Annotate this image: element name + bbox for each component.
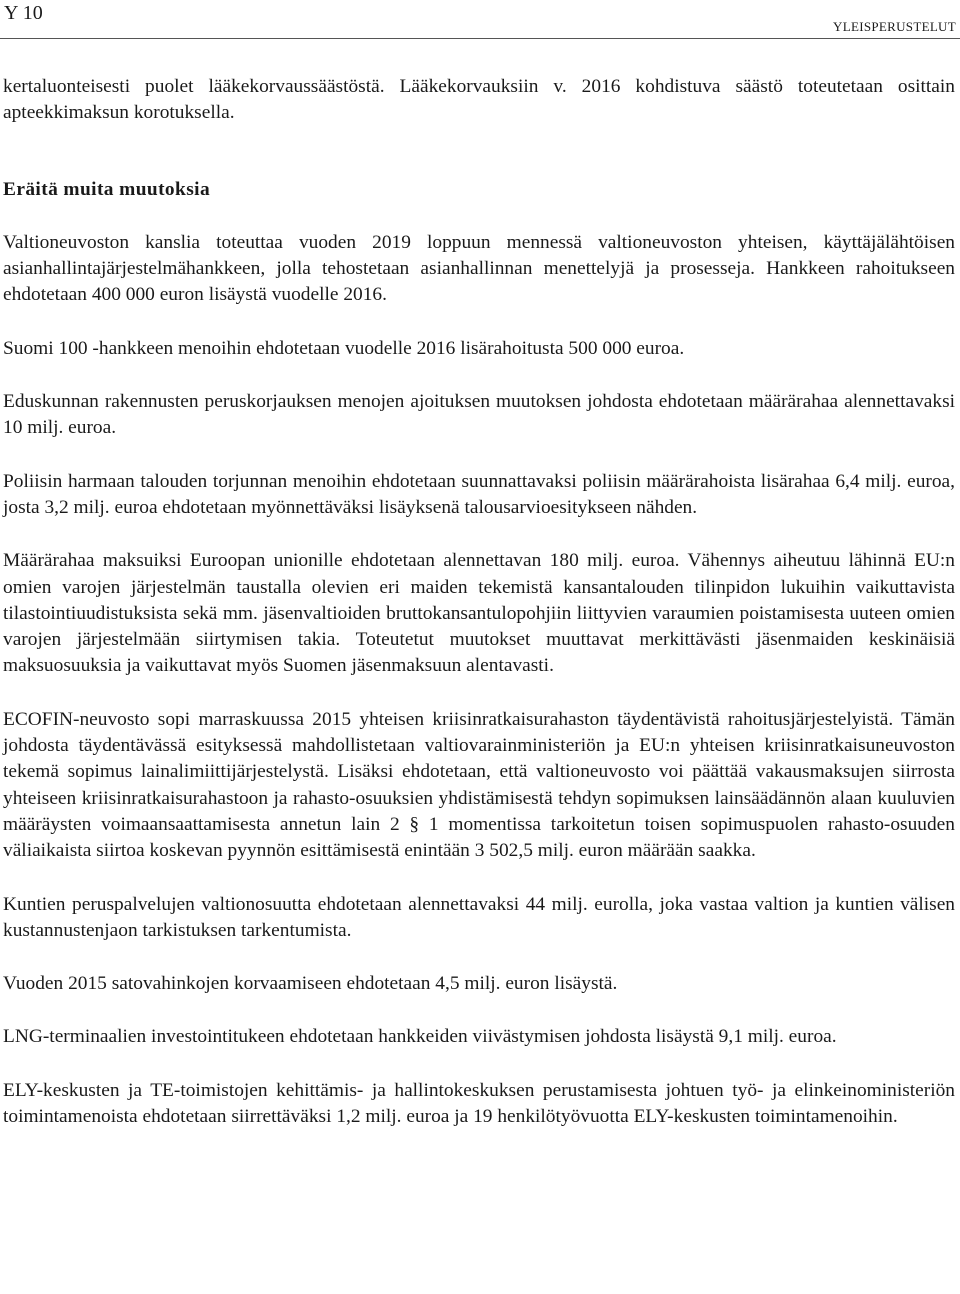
paragraph-kunnat: Kuntien peruspalvelujen valtionosuutta ehdotetaan alennettavaksi 44 milj. eurolla, joka vastaa valtion ja kuntien välisen kustannustenjaon tarkistuksen tarkentumista.	[3, 893, 955, 941]
paragraph-satovahingot: Vuoden 2015 satovahinkojen korvaamiseen ehdotetaan 4,5 milj. euron lisäystä.	[3, 973, 618, 995]
heading-other-changes: Eräitä muita muutoksia	[3, 178, 211, 200]
paragraph-valtioneuvosto: Valtioneuvoston kanslia toteuttaa vuoden 2019 loppuun mennessä valtioneuvoston yhteisen, käyttäjälähtöisen asianhallintajärjestelmähankkeen, jolla tehostetaan asianhallinnan menettelyjä ja prosesseja. Hankkeen rahoitukseen ehdotetaan 400 000 euron lisäystä vuodelle 2016.	[3, 231, 955, 306]
paragraph-eduskunta: Eduskunnan rakennusten peruskorjauksen menojen ajoituksen muutoksen johdosta ehdotetaan määrärahaa alennettavaksi 10 milj. euroa.	[3, 391, 955, 439]
paragraph-suomi100: Suomi 100 -hankkeen menoihin ehdotetaan vuodelle 2016 lisärahoitusta 500 000 euroa.	[3, 337, 685, 359]
paragraph-intro: kertaluonteisesti puolet lääkekorvaussäästöstä. Lääkekorvauksiin v. 2016 kohdistuva säästö toteutetaan osittain apteekkimaksun korotuksella.	[3, 76, 955, 124]
paragraph-poliisi: Poliisin harmaan talouden torjunnan menoihin ehdotetaan suunnattavaksi poliisin määrärahoista lisärahaa 6,4 milj. euroa, josta 3,2 milj. euroa ehdotetaan myönnettäväksi lisäyksenä talousarvioesitykseen nähden.	[3, 470, 955, 518]
section-title: YLEISPERUSTELUT	[833, 19, 956, 34]
paragraph-eu-maksut: Määrärahaa maksuiksi Euroopan unionille ehdotetaan alennettavan 180 milj. euroa. Vähennys aiheutuu lähinnä EU:n omien varojen järjestelmän taustalla olevien eri maiden tekemistä kansantalouden tilinpidon lukuihin vaikuttavista tilastointiuudistuksista sekä mm. jäsenvaltioiden bruttokansantulopohjiin liittyvien varaumien poistamisesta uuteen omien varojen järjestelmään siirtymisen takia. Toteutetut muutokset muuttavat merkittävästi jäsenmaiden keskinäisiä maksuosuuksia ja vaikuttavat myös Suomen jäsenmaksuun alentavasti.	[3, 550, 955, 677]
paragraph-ecofin: ECOFIN-neuvosto sopi marraskuussa 2015 yhteisen kriisinratkaisurahaston täydentävistä rahoitusjärjestelyistä. Tämän johdosta täydentävässä esityksessä mahdollistetaan valtiovarainministeriön ja EU:n yhteisen kriisinratkaisuneuvoston tekemä sopimus lainalimiittijärjestelystä. Lisäksi ehdotetaan, että valtioneuvosto voi päättää vakausmaksujen siirrosta yhteiseen kriisinratkaisurahastoon ja rahasto-osuuksien yhdistämisestä tehdyn sopimuksen lainsäädännön alaan kuuluvien määräysten voimaansaattamisesta annetun lain 2 § 1 momentissa tarkoitetun toisen sopimuspuolen rahasto-osuuden väliaikaista siirtoa koskevan pyynnön esittämisestä enintään 3 502,5 milj. euron määrään saakka.	[3, 708, 955, 862]
document-body	[3, 74, 955, 1130]
page-header	[0, 0, 960, 39]
paragraph-ely: ELY-keskusten ja TE-toimistojen kehittämis- ja hallintokeskuksen perustamisesta johtuen työ- ja elinkeinoministeriön toimintamenoista ehdotetaan siirrettäväksi 1,2 milj. euroa ja 19 henkilötyövuotta ELY-keskusten toimintamenoihin.	[3, 1079, 955, 1128]
page-number: Y 10	[4, 2, 43, 24]
paragraph-lng: LNG-terminaalien investointitukeen ehdotetaan hankkeiden viivästymisen johdosta lisäystä 9,1 milj. euroa.	[3, 1026, 837, 1048]
